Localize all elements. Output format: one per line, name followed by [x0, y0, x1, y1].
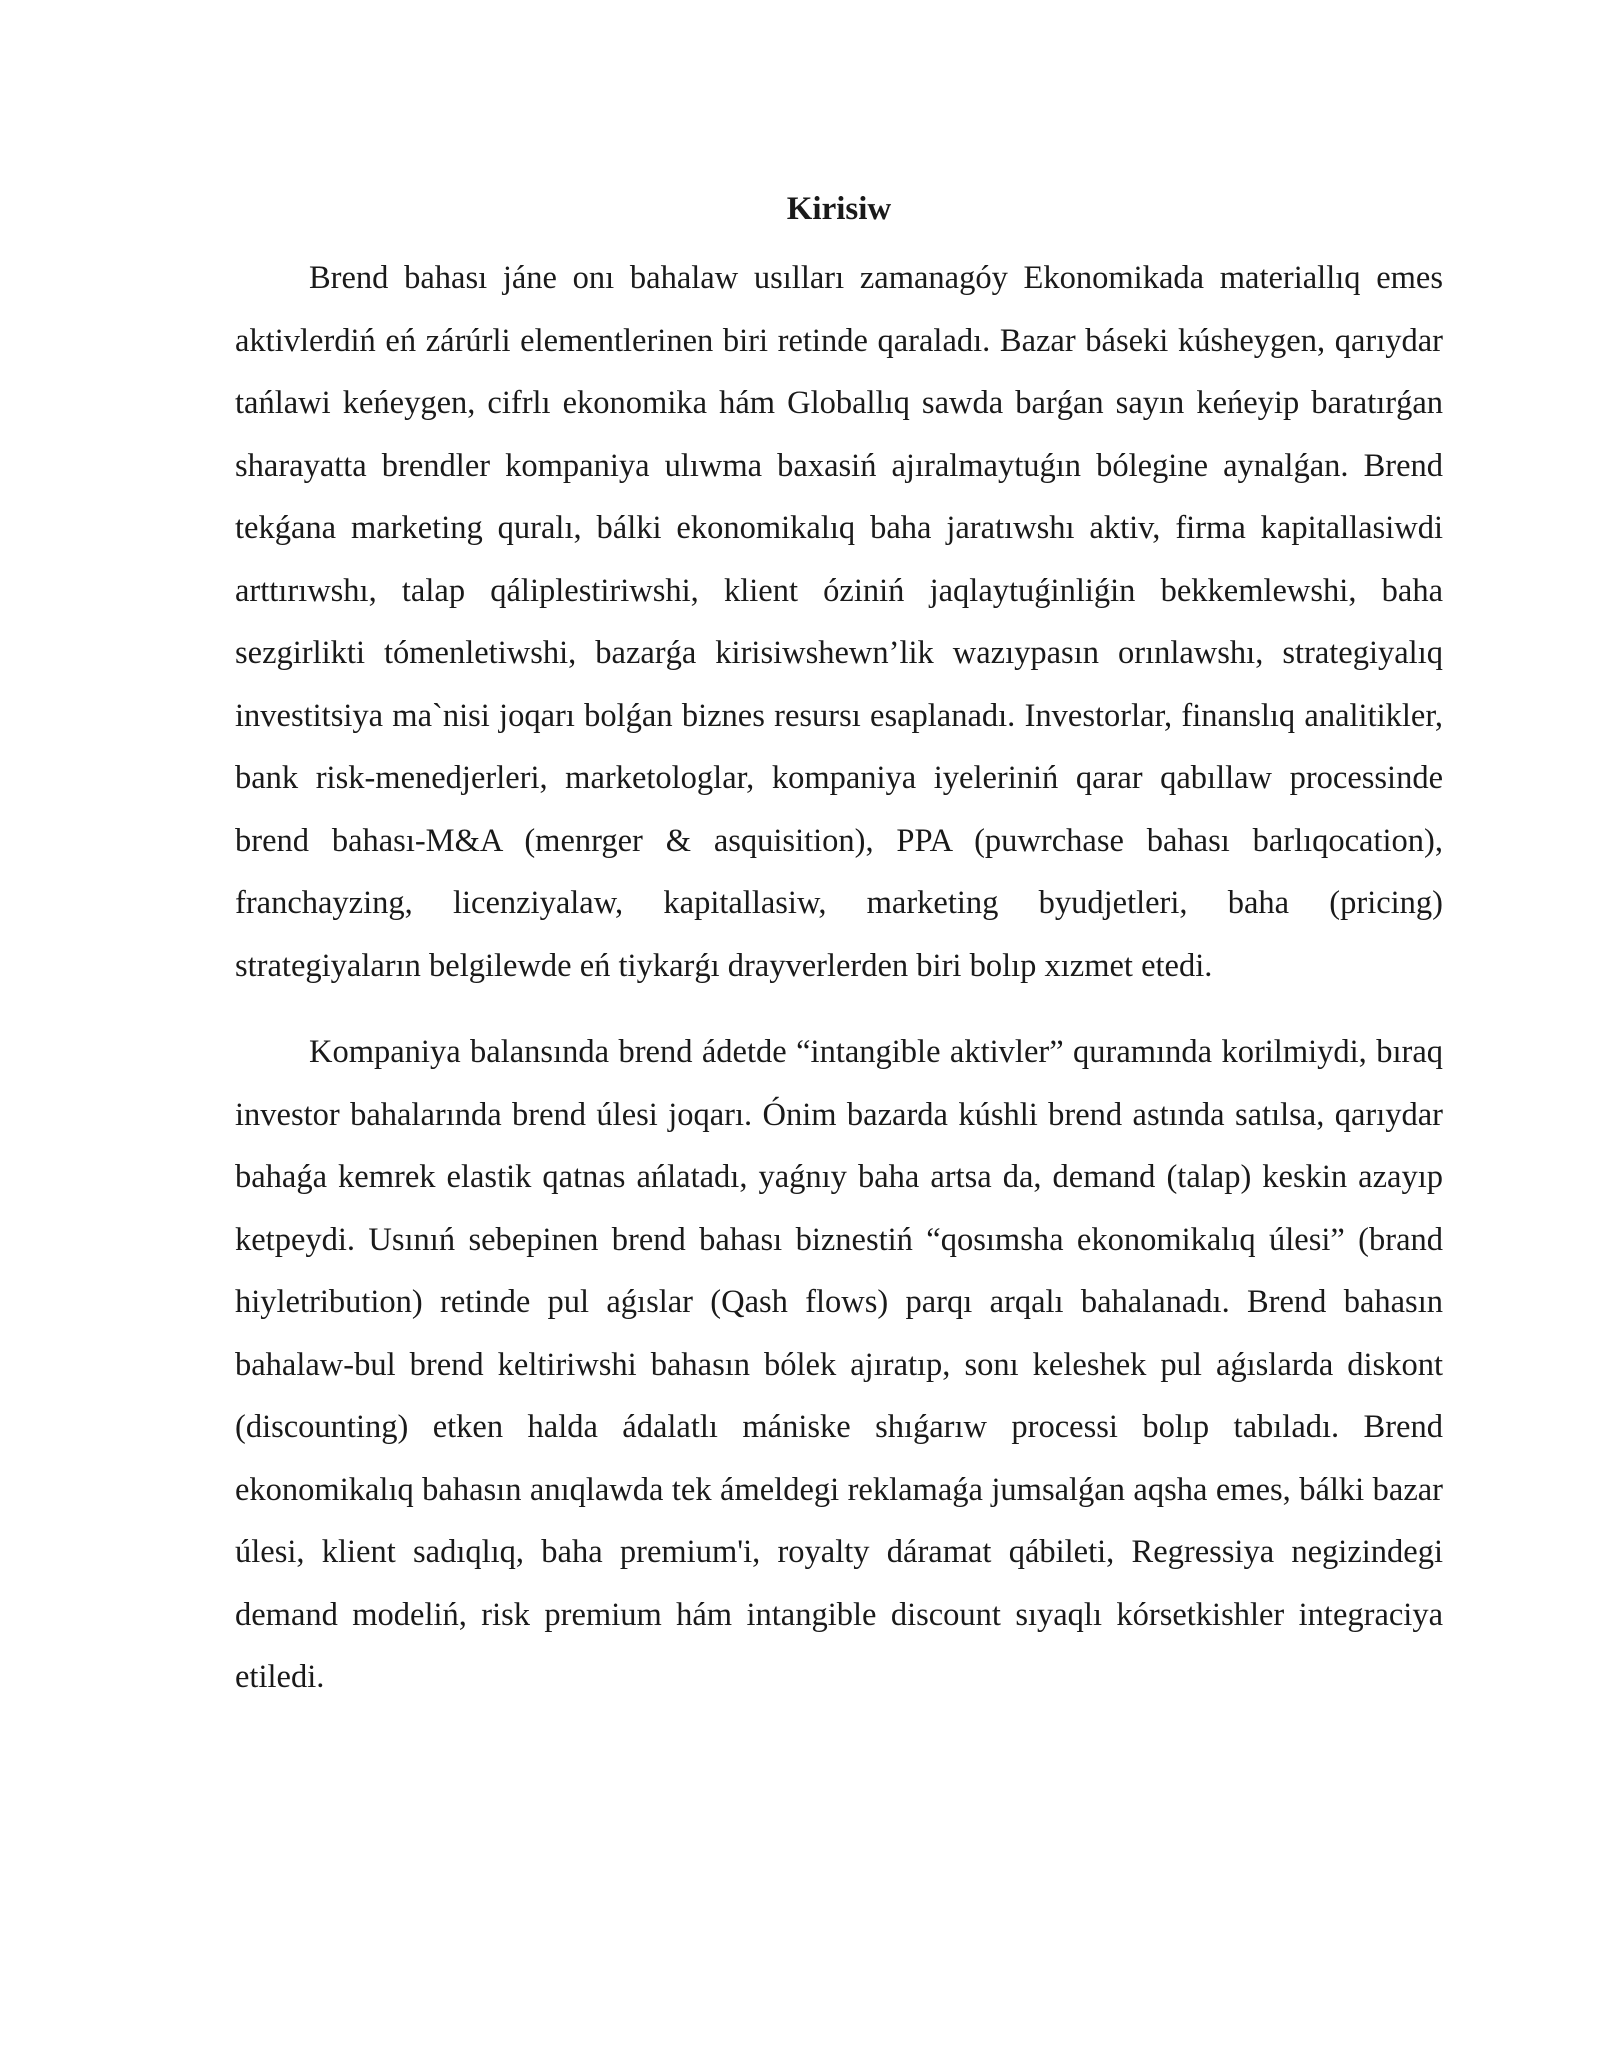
paragraph-1: Brend bahası jáne onı bahalaw usılları zamanagóy Ekonomikada materiallıq emes aktivlerdiń eń zárúrli elementlerinen biri retinde qaraladı. Bazar báseki kúsheygen, qarıydar tańlawi keńeygen, cifrlı ekonomika hám Globallıq sawda barǵan sayın keńeyip baratırǵan sharayatta brendler kompaniya ulıwma baxasiń ajıralmaytuǵın bólegine aynalǵan. Brend tekǵana marketing quralı, bálki ekonomikalıq baha jaratıwshı aktiv, firma kapitallasiwdi arttırıwshı, talap qáliplestiriwshi, klient óziniń jaqlaytuǵinliǵin bekkemlewshi, baha sezgirlikti tómenletiwshi, bazarǵa kirisiwshewn’lik wazıypasın orınlawshı, strategiyalıq investitsiya ma`nisi joqarı bolǵan biznes resursı esaplanadı. Investorlar, finanslıq analitikler, bank risk-menedjerleri, marketologlar, kompaniya iyeleriniń qarar qabıllaw processinde brend bahası-M&A (menrger & asquisition), PPA (puwrchase bahası barlıqocation), franchayzing, licenziyalaw, kapitallasiw, marketing byudjetleri, baha (pricing) strategiyaların belgilewde eń tiykarǵı drayverlerden biri bolıp xızmet etedi.	[235, 260, 1443, 984]
page-title: Kirisiw	[786, 191, 892, 227]
document-body	[235, 183, 1443, 1709]
paragraph-2: Kompaniya balansında brend ádetde “intangible aktivler” quramında korilmiydi, bıraq investor bahalarında brend úlesi joqarı. Ónim bazarda kúshli brend astında satılsa, qarıydar bahaǵa kemrek elastik qatnas ańlatadı, yaǵnıy baha artsa da, demand (talap) keskin azayıp ketpeydi. Usınıń sebepinen brend bahası biznestiń “qosımsha ekonomikalıq úlesi” (brand hiyletribution) retinde pul aǵıslar (Qash flows) parqı arqalı bahalanadı. Brend bahasın bahalaw-bul brend keltiriwshi bahasın bólek ajıratıp, sonı keleshek pul aǵıslarda diskont (discounting) etken halda ádalatlı mániske shıǵarıw processi bolıp tabıladı. Brend ekonomikalıq bahasın anıqlawda tek ámeldegi reklamaǵa jumsalǵan aqsha emes, bálki bazar úlesi, klient sadıqlıq, baha premium'i, royalty dáramat qábileti, Regressiya negizindegi demand modeliń, risk premium hám intangible discount sıyaqlı kórsetkishler integraciya etiledi.	[235, 1034, 1443, 1695]
